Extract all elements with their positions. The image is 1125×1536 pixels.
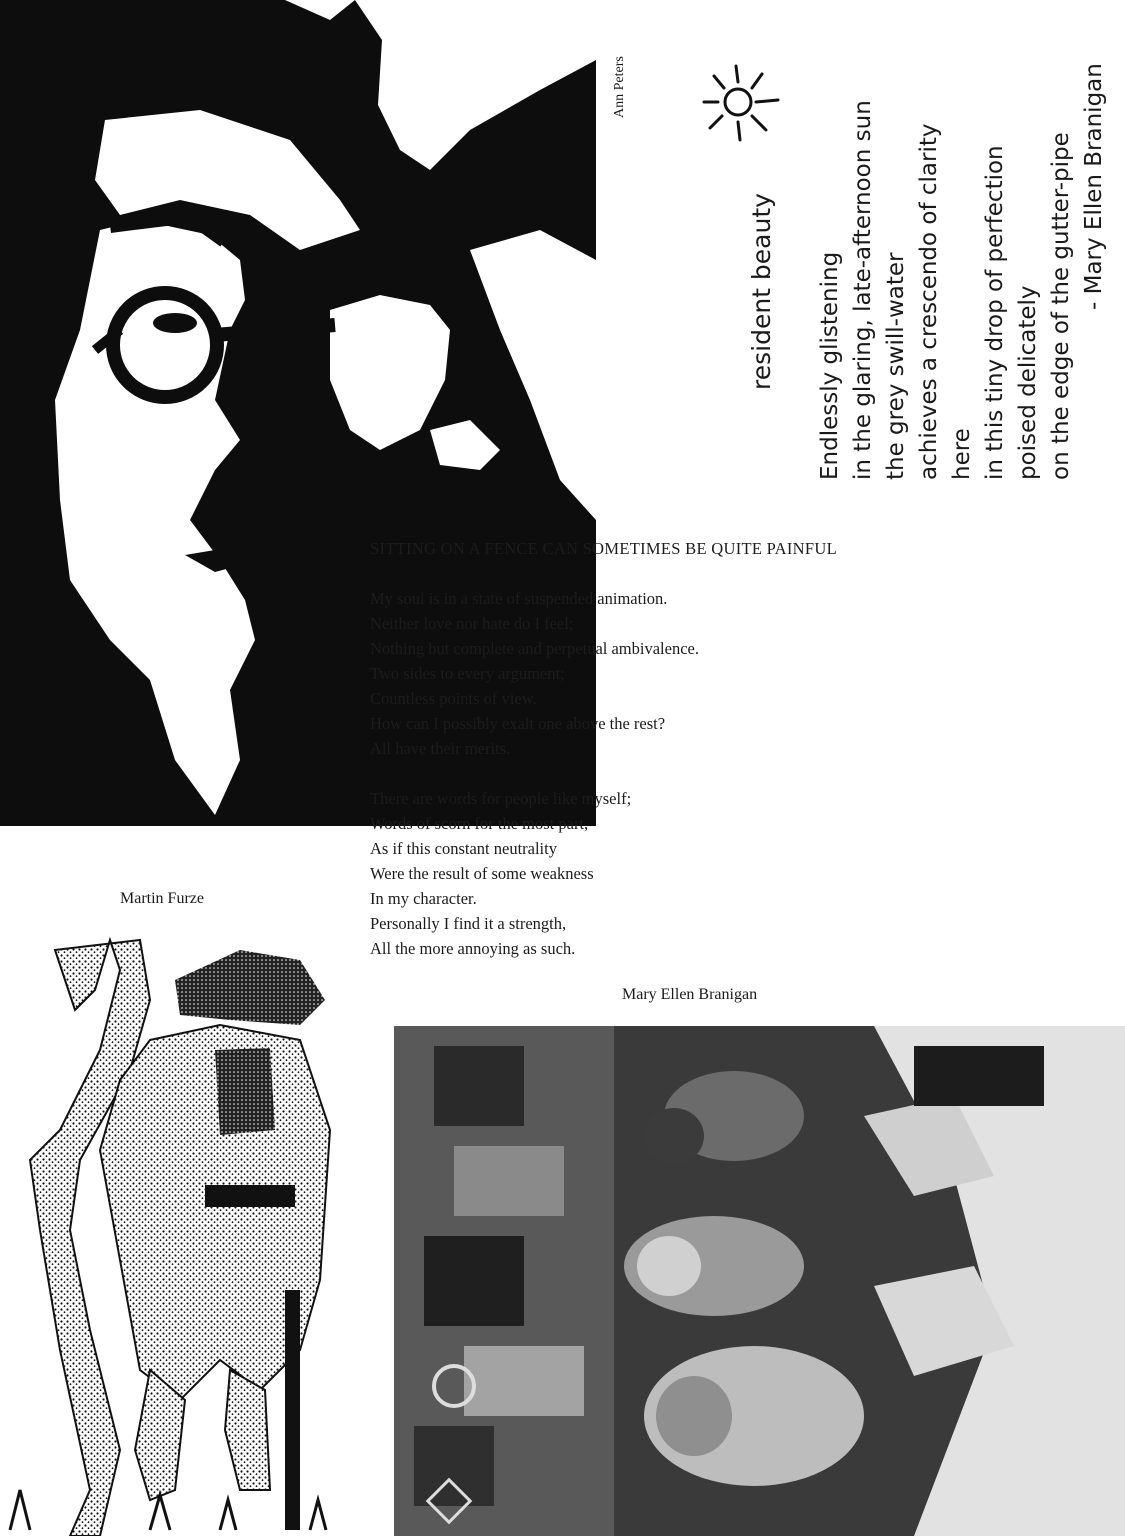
handwritten-poem [745,63,1111,480]
poem-stanza-2 [370,786,930,961]
poem-line: Countless points of view. [370,689,537,708]
poem-line: As if this constant neutrality [370,839,557,858]
poem-stanza-1 [370,586,930,761]
poem-line: All the more annoying as such. [370,939,576,958]
portrait-credit: Ann Peters [612,56,627,118]
illustration-credit: Martin Furze [120,890,204,907]
handwritten-line: in the glaring, late-afternoon sun [850,100,876,480]
poem-line: In my character. [370,889,477,908]
poem-line: Personally I find it a strength, [370,914,567,933]
handwritten-signature: - Mary Ellen Branigan [1081,63,1107,310]
poem-line: Nothing but complete and perpetual ambivalence. [370,639,699,658]
poem-title: SITTING ON A FENCE CAN SOMETIMES BE QUITE PAINFUL [370,539,837,558]
photo-credit: Mary Ellen Branigan [622,986,758,1003]
photo-scene [394,1026,1125,1536]
stippled-figure-illustration [0,930,345,1536]
handwritten-line: in this tiny drop of perfection [982,145,1008,480]
handwritten-line: Endlessly glistening [817,251,843,480]
handwritten-line: achieves a crescendo of clarity [916,123,942,480]
handwritten-line: on the edge of the gutter-pipe [1048,132,1074,480]
poem-line: All have their merits. [370,739,511,758]
handwritten-line: poised delicately [1015,285,1041,480]
poem [370,536,930,986]
handwritten-line: the grey swill-water [883,252,909,480]
poem-line: Neither love nor hate do I feel; [370,614,574,633]
poem-line: Were the result of some weakness [370,864,594,883]
handwritten-line: here [949,428,975,480]
poem-line: My soul is in a state of suspended animation. [370,589,668,608]
poem-line: How can I possibly exalt one above the rest? [370,714,666,733]
poem-line: There are words for people like myself; [370,789,632,808]
poem-line: Two sides to every argument; [370,664,565,683]
handwritten-poem-title: resident beauty [747,193,776,390]
classroom-photo [394,1026,1125,1536]
poem-line: Words of scorn for the most part, [370,814,589,833]
